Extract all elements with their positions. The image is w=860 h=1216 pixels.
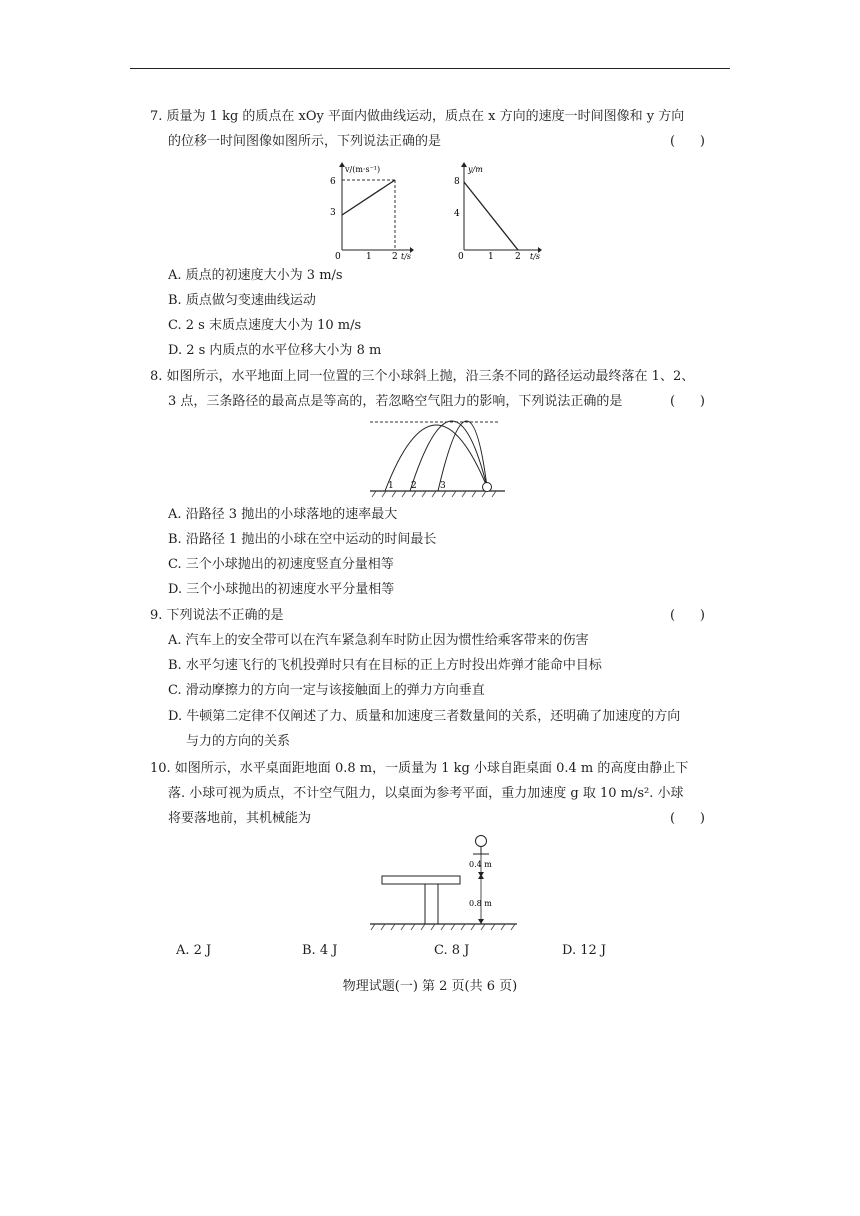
q7-option-b: B. 质点做匀变速曲线运动 [168, 293, 316, 308]
q9-answer-paren: ( ) [670, 608, 705, 623]
q10-option-d: D. 12 J [562, 943, 607, 958]
table-leg [425, 884, 438, 924]
label-1: 1 [388, 481, 394, 491]
q9-option-c: C. 滑动摩擦力的方向一定与该接触面上的弹力方向垂直 [168, 683, 485, 698]
yt-xtick-1: 1 [488, 252, 494, 260]
q10-option-a: A. 2 J [176, 943, 212, 958]
yt-xtick-0: 0 [458, 252, 464, 260]
q10-answer-paren: ( ) [670, 811, 705, 826]
ground-hatching [372, 491, 496, 497]
ball [483, 483, 492, 492]
q10-stem-line1: 10. 如图所示，水平桌面距地面 0.8 m，一质量为 1 kg 小球自距桌面 0.4 m 的高度由静止下 [150, 761, 689, 776]
q7-answer-paren: ( ) [670, 134, 705, 149]
header-rule [130, 68, 730, 69]
vt-ytick-3: 3 [330, 208, 336, 218]
q10-table-figure [365, 832, 525, 934]
page-footer: 物理试题(一) 第 2 页(共 6 页) [342, 979, 518, 994]
arrow-up-1 [478, 874, 484, 879]
yt-ylabel: y/m [468, 165, 483, 174]
yt-data-line [464, 182, 518, 250]
q10-option-b: B. 4 J [302, 943, 338, 958]
q8-option-b: B. 沿路径 1 抛出的小球在空中运动的时间最长 [168, 532, 437, 547]
vt-xtick-1: 1 [366, 252, 372, 260]
q7-option-a: A. 质点的初速度大小为 3 m/s [168, 268, 343, 283]
q9-option-d: D. 牛顿第二定律不仅阐述了力、质量和加速度三者数量间的关系，还明确了加速度的方向 [168, 709, 681, 724]
vt-ytick-6: 6 [330, 177, 336, 187]
label-0-8m: 0.8 m [469, 899, 492, 908]
label-2: 2 [411, 481, 417, 491]
yt-y-arrow [461, 162, 467, 167]
q10-stem-line2: 落. 小球可视为质点，不计空气阻力，以桌面为参考平面，重力加速度 g 取 10 m/s². 小球 [168, 786, 684, 801]
label-0-4m: 0.4 m [469, 860, 492, 869]
q8-trajectory-figure [360, 415, 510, 500]
yt-xtick-2: 2 [515, 252, 521, 260]
vt-xtick-2: 2 [392, 252, 398, 260]
q10-option-c: C. 8 J [434, 943, 470, 958]
q10-stem-line3: 将要落地前，其机械能为 [168, 811, 312, 826]
path-1 [385, 425, 487, 491]
label-3: 3 [440, 481, 446, 491]
q7-option-d: D. 2 s 内质点的水平位移大小为 8 m [168, 343, 382, 358]
q7-stem-line2: 的位移一时间图像如图所示，下列说法正确的是 [168, 134, 442, 149]
q8-option-a: A. 沿路径 3 抛出的小球落地的速率最大 [168, 507, 398, 522]
q8-stem-line1: 8. 如图所示，水平地面上同一位置的三个小球斜上抛，沿三条不同的路径运动最终落在 1、2、 [150, 369, 695, 384]
yt-ytick-4: 4 [454, 209, 460, 219]
ball-icon [476, 836, 487, 847]
vt-ylabel: v/(m·s⁻¹) [345, 165, 381, 174]
q7-stem-line1: 7. 质量为 1 kg 的质点在 xOy 平面内做曲线运动，质点在 x 方向的速度一时间图像和 y 方向 [150, 109, 685, 124]
q8-option-c: C. 三个小球抛出的初速度竖直分量相等 [168, 557, 394, 572]
q9-option-d-cont: 与力的方向的关系 [186, 734, 291, 749]
q7-yt-graph [452, 160, 547, 260]
q7-option-c: C. 2 s 末质点速度大小为 10 m/s [168, 318, 362, 333]
floor-hatching [371, 924, 515, 930]
q9-option-b: B. 水平匀速飞行的飞机投弹时只有在目标的正上方时投出炸弹才能命中目标 [168, 658, 602, 673]
q8-option-d: D. 三个小球抛出的初速度水平分量相等 [168, 582, 395, 597]
q7-vt-graph [325, 160, 415, 260]
q9-option-a: A. 汽车上的安全带可以在汽车紧急刹车时防止因为惯性给乘客带来的伤害 [168, 633, 589, 648]
vt-data-line [342, 180, 395, 215]
q9-stem: 9. 下列说法不正确的是 [150, 608, 284, 623]
q8-answer-paren: ( ) [670, 394, 705, 409]
yt-xlabel: t/s [530, 252, 541, 260]
tabletop [382, 876, 460, 884]
q8-stem-line2: 3 点，三条路径的最高点是等高的，若忽略空气阻力的影响，下列说法正确的是 [168, 394, 623, 409]
vt-xlabel: t/s [401, 252, 412, 260]
yt-ytick-8: 8 [454, 177, 460, 187]
vt-xtick-0: 0 [335, 252, 341, 260]
arrow-down-2 [478, 919, 484, 924]
